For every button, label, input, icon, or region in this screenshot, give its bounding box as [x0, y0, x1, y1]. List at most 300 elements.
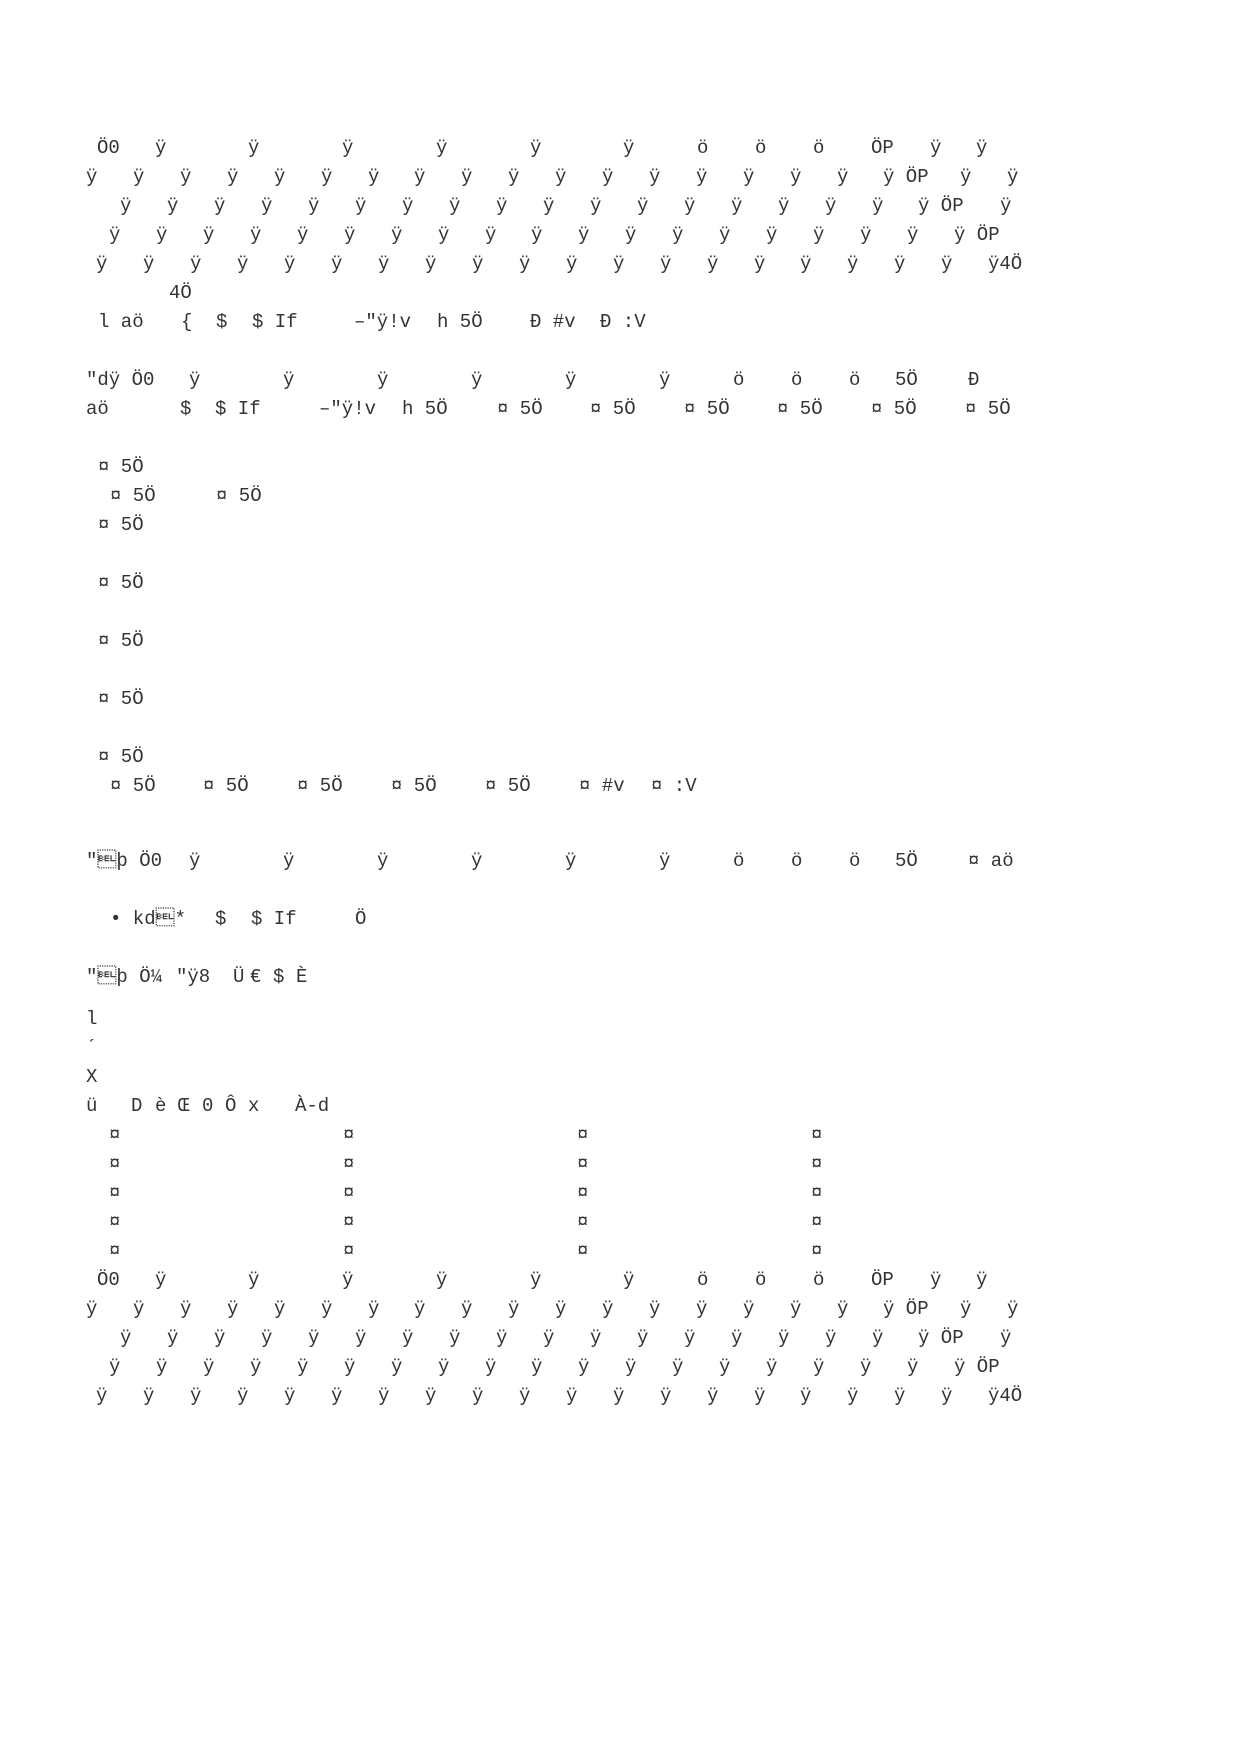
text-token: ÿ — [284, 253, 296, 275]
text-line — [0, 278, 1240, 308]
text-line — [0, 249, 1240, 279]
text-token: ö — [755, 1269, 767, 1291]
text-token: ÿ — [531, 1356, 543, 1378]
text-token: ÿ — [250, 1356, 262, 1378]
text-token: ¤ — [577, 1153, 589, 1175]
text-token: ÿ — [613, 253, 625, 275]
text-token: ¤ 5Ö — [216, 485, 262, 507]
text-token: ÿ — [155, 137, 167, 159]
text-token: ÿ — [250, 224, 262, 246]
text-token: ¤ — [343, 1211, 355, 1233]
text-token: $ — [215, 908, 227, 930]
text-token: ÿ — [637, 1327, 649, 1349]
text-token: ¤ 5Ö — [590, 398, 636, 420]
text-token: ÿ — [449, 195, 461, 217]
text-token: ÿ — [143, 253, 155, 275]
text-token: ÿ — [660, 1385, 672, 1407]
text-token: ÿ — [190, 1385, 202, 1407]
text-token: ÿ — [766, 1356, 778, 1378]
text-token: ÿ — [637, 195, 649, 217]
text-token: ö — [849, 850, 861, 872]
text-line — [0, 133, 1240, 163]
text-line — [0, 1004, 1240, 1034]
text-token: ÿ — [109, 1356, 121, 1378]
text-token: Œ — [178, 1095, 190, 1117]
text-token: ÿ — [578, 1356, 590, 1378]
text-token: ÿ — [649, 1298, 661, 1320]
text-token: Ö0 — [97, 1269, 120, 1291]
text-token: ö — [733, 850, 745, 872]
text-token: ¤ 5Ö — [497, 398, 543, 420]
text-token: ¤ 5Ö — [98, 630, 144, 652]
text-token: ÿ — [283, 369, 295, 391]
text-token: –"ÿ!v — [319, 398, 377, 420]
text-token: ¤ — [811, 1211, 823, 1233]
text-token: ÿ — [960, 166, 972, 188]
text-token: ÿ — [508, 166, 520, 188]
text-token: l — [86, 1008, 98, 1030]
text-token: ¤ 5Ö — [485, 775, 531, 797]
text-token: ¤ — [343, 1182, 355, 1204]
text-token: Ð #v — [530, 311, 576, 333]
text-token: ÿ ÖP — [954, 224, 1000, 246]
text-token: ÿ — [284, 1385, 296, 1407]
text-token: ÿ ÖP — [954, 1356, 1000, 1378]
text-token: ÿ — [237, 253, 249, 275]
text-token: ÿ — [331, 1385, 343, 1407]
text-token: ÿ — [743, 1298, 755, 1320]
text-token: ÿ — [1000, 1327, 1012, 1349]
text-token: ÿ — [377, 369, 389, 391]
text-token: ÿ — [331, 253, 343, 275]
text-token: ÿ — [743, 166, 755, 188]
text-token: • kd* — [110, 908, 187, 930]
text-token: ÿ — [555, 166, 567, 188]
text-token: ÿ — [485, 224, 497, 246]
text-token: ÿ — [96, 1385, 108, 1407]
text-line — [0, 510, 1240, 540]
text-token: ÿ — [825, 195, 837, 217]
text-token: ÿ — [660, 253, 672, 275]
text-token: 5Ö — [895, 850, 918, 872]
text-token: ¤ — [109, 1211, 121, 1233]
text-token: ÿ — [214, 195, 226, 217]
text-line — [0, 962, 1240, 992]
text-token: ÿ — [156, 1356, 168, 1378]
text-line — [0, 481, 1240, 511]
text-token: ÿ — [189, 369, 201, 391]
text-token: ÿ — [496, 1327, 508, 1349]
text-token: ÿ — [342, 1269, 354, 1291]
text-token: ÿ — [472, 253, 484, 275]
text-token: x — [248, 1095, 260, 1117]
text-token: ¤ — [577, 1240, 589, 1262]
text-token: ÿ — [368, 166, 380, 188]
text-line — [0, 1091, 1240, 1121]
text-token: ÿ — [566, 253, 578, 275]
text-token: ÿ — [155, 1269, 167, 1291]
text-token: ÿ — [283, 850, 295, 872]
text-token: ÿ — [414, 1298, 426, 1320]
text-token: ¤ — [811, 1182, 823, 1204]
text-token: € — [250, 966, 262, 988]
text-token: ÿ — [449, 1327, 461, 1349]
text-token: ÿ — [778, 1327, 790, 1349]
text-token: ÿ — [872, 1327, 884, 1349]
text-token: ¤ 5Ö — [684, 398, 730, 420]
text-token: ÿ — [485, 1356, 497, 1378]
text-line — [0, 1265, 1240, 1295]
text-token: ¤ — [811, 1240, 823, 1262]
text-token: ÿ — [203, 1356, 215, 1378]
text-token: "ÿ8 — [176, 966, 211, 988]
text-token: ¤ 5Ö — [110, 485, 156, 507]
text-token: ÿ — [436, 1269, 448, 1291]
text-token: ÿ — [684, 1327, 696, 1349]
text-token: ÿ — [731, 1327, 743, 1349]
text-token: ÿ ÖP — [918, 195, 964, 217]
text-token: ÿ — [391, 1356, 403, 1378]
text-token: ÿ — [696, 166, 708, 188]
text-token: ¤ 5Ö — [965, 398, 1011, 420]
text-token: ö — [813, 1269, 825, 1291]
text-token: ¤ 5Ö — [98, 746, 144, 768]
text-token: h 5Ö — [437, 311, 483, 333]
text-token: ö — [791, 850, 803, 872]
text-line — [0, 394, 1240, 424]
text-token: ÿ — [189, 850, 201, 872]
text-token: ÿ — [623, 137, 635, 159]
text-token: ÿ — [321, 1298, 333, 1320]
text-token: ¤ — [577, 1211, 589, 1233]
text-token: ¤ — [577, 1182, 589, 1204]
text-token: ö — [791, 369, 803, 391]
text-token: ö — [697, 137, 709, 159]
text-token: $ If — [252, 311, 298, 333]
text-token: ÿ — [261, 195, 273, 217]
text-token: ÿ — [471, 850, 483, 872]
text-token: ÿ — [297, 1356, 309, 1378]
text-token: ¤ 5Ö — [297, 775, 343, 797]
text-token: ÿ — [872, 195, 884, 217]
text-token: ÿ — [508, 1298, 520, 1320]
text-token: ÿ — [813, 224, 825, 246]
text-token: ÿ — [1000, 195, 1012, 217]
text-token: ÿ — [321, 166, 333, 188]
text-token: ÿ — [778, 195, 790, 217]
text-token: ÿ — [672, 224, 684, 246]
text-token: ÿ — [930, 137, 942, 159]
text-line — [0, 1323, 1240, 1353]
text-token: ÿ — [274, 1298, 286, 1320]
text-token: ü — [86, 1095, 98, 1117]
text-token: ÿ — [837, 166, 849, 188]
text-token: ÿ — [696, 1298, 708, 1320]
text-line — [0, 846, 1240, 876]
text-token: ¤ — [109, 1153, 121, 1175]
text-token: ÿ — [167, 1327, 179, 1349]
text-token: ÿ — [555, 1298, 567, 1320]
text-token: ÿ — [86, 166, 98, 188]
text-token: ÿ — [471, 369, 483, 391]
text-token: ÿ — [355, 195, 367, 217]
text-token: ö — [849, 369, 861, 391]
text-token: ÿ4Ö — [988, 253, 1023, 275]
text-token: $ If — [251, 908, 297, 930]
text-token: ÿ — [847, 1385, 859, 1407]
text-token: ÿ — [120, 1327, 132, 1349]
text-token: ÿ — [800, 1385, 812, 1407]
text-token: ÿ — [438, 224, 450, 246]
text-token: D — [131, 1095, 143, 1117]
text-line — [0, 1178, 1240, 1208]
text-token: ÿ — [274, 166, 286, 188]
text-line — [0, 684, 1240, 714]
text-token: ÿ — [308, 195, 320, 217]
text-token: ÿ — [602, 1298, 614, 1320]
text-token: $ If — [215, 398, 261, 420]
text-token: ÿ — [530, 137, 542, 159]
text-token: ÿ — [180, 166, 192, 188]
text-line — [0, 742, 1240, 772]
text-token: ÿ — [133, 1298, 145, 1320]
text-token: "þ Ö¼ — [86, 966, 163, 988]
text-token: ÿ — [659, 369, 671, 391]
text-token: ÿ — [907, 1356, 919, 1378]
text-token: ÿ — [543, 1327, 555, 1349]
text-token: ÿ — [96, 253, 108, 275]
text-token: ¤ 5Ö — [98, 456, 144, 478]
text-token: l aö — [98, 311, 144, 333]
text-token: ¤ — [343, 1153, 355, 1175]
text-token: $ — [180, 398, 192, 420]
text-token: ¤ — [343, 1124, 355, 1146]
text-token: ¤ — [811, 1153, 823, 1175]
text-token: ¤ — [109, 1124, 121, 1146]
text-line — [0, 1120, 1240, 1150]
text-token: ÿ — [1007, 1298, 1019, 1320]
text-token: ÿ — [860, 224, 872, 246]
text-token: ÿ — [623, 1269, 635, 1291]
text-token: ÿ — [190, 253, 202, 275]
text-token: ÿ — [672, 1356, 684, 1378]
text-token: ö — [733, 369, 745, 391]
text-token: ÿ — [790, 166, 802, 188]
text-token: ÿ ÖP — [883, 166, 929, 188]
text-line — [0, 904, 1240, 934]
text-token: ÿ — [425, 1385, 437, 1407]
text-token: 4Ö — [169, 282, 192, 304]
text-token: ¤ — [109, 1182, 121, 1204]
text-token: ÿ — [754, 1385, 766, 1407]
text-token: ÿ — [308, 1327, 320, 1349]
text-token: ÿ — [1007, 166, 1019, 188]
text-token: ÿ — [167, 195, 179, 217]
text-token: ÿ — [425, 253, 437, 275]
text-token: ÿ — [461, 1298, 473, 1320]
text-token: $ — [273, 966, 285, 988]
text-token: ÿ — [731, 195, 743, 217]
text-token: ¤ 5Ö — [777, 398, 823, 420]
text-token: Ô — [225, 1095, 237, 1117]
text-token: Ü — [233, 966, 245, 988]
text-token: ÿ — [566, 1385, 578, 1407]
text-line — [0, 1033, 1240, 1063]
text-token: ÿ — [813, 1356, 825, 1378]
text-token: ÿ — [930, 1269, 942, 1291]
text-line — [0, 1236, 1240, 1266]
text-token: ÿ — [625, 224, 637, 246]
text-token: ÿ4Ö — [988, 1385, 1023, 1407]
text-token: ÿ — [496, 195, 508, 217]
text-line — [0, 191, 1240, 221]
text-token: ÿ — [344, 1356, 356, 1378]
text-token: ¤ #v — [579, 775, 625, 797]
text-token: ÿ — [837, 1298, 849, 1320]
text-token: Ö — [355, 908, 367, 930]
text-token: ÿ — [342, 137, 354, 159]
text-line — [0, 1294, 1240, 1324]
text-token: ÿ — [203, 224, 215, 246]
text-token: ÿ — [378, 1385, 390, 1407]
text-token: ÿ — [649, 166, 661, 188]
text-token: ÿ — [461, 166, 473, 188]
text-token: ÿ — [143, 1385, 155, 1407]
text-token: ÿ — [565, 369, 577, 391]
text-token: ÿ — [976, 137, 988, 159]
text-token: ÿ — [941, 253, 953, 275]
text-token: 5Ö — [895, 369, 918, 391]
text-token: ÿ — [800, 253, 812, 275]
text-token: ÿ — [156, 224, 168, 246]
text-line — [0, 365, 1240, 395]
text-token: ÿ — [248, 137, 260, 159]
text-line — [0, 220, 1240, 250]
text-token: ö — [755, 137, 767, 159]
text-token: ÿ ÖP — [883, 1298, 929, 1320]
text-token: ÿ — [86, 1298, 98, 1320]
text-token: aö — [86, 398, 109, 420]
text-token: ¤ 5Ö — [871, 398, 917, 420]
text-token: ÿ — [120, 195, 132, 217]
text-token: ÿ — [355, 1327, 367, 1349]
text-token: h 5Ö — [402, 398, 448, 420]
text-line — [0, 771, 1240, 801]
text-token: ¤ 5Ö — [110, 775, 156, 797]
text-token: ¤ 5Ö — [98, 514, 144, 536]
text-token: ÿ — [414, 166, 426, 188]
text-token: ÿ — [530, 1269, 542, 1291]
text-token: ÿ — [766, 224, 778, 246]
text-token: ÿ — [860, 1356, 872, 1378]
text-token: ÿ — [684, 195, 696, 217]
text-token: ÿ — [109, 224, 121, 246]
text-token: ¤ — [109, 1240, 121, 1262]
text-token: Ö0 — [97, 137, 120, 159]
text-token: ¤ — [577, 1124, 589, 1146]
text-line — [0, 1062, 1240, 1092]
text-token: $ — [216, 311, 228, 333]
text-token: { — [181, 311, 193, 333]
text-token: ÿ — [391, 224, 403, 246]
text-line — [0, 626, 1240, 656]
text-line — [0, 1352, 1240, 1382]
text-token: X — [86, 1066, 98, 1088]
text-token: ÿ — [519, 253, 531, 275]
text-token: ÿ — [227, 1298, 239, 1320]
text-token: ÿ — [825, 1327, 837, 1349]
text-token: "þ Ö0 — [86, 850, 163, 872]
text-line — [0, 1149, 1240, 1179]
text-token: ÿ — [180, 1298, 192, 1320]
text-token: ÿ — [261, 1327, 273, 1349]
text-token: ÿ — [214, 1327, 226, 1349]
text-token: ÿ — [402, 1327, 414, 1349]
text-token: –"ÿ!v — [354, 311, 412, 333]
text-line — [0, 1381, 1240, 1411]
text-token: ÿ — [790, 1298, 802, 1320]
text-token: ÿ — [565, 850, 577, 872]
text-token: ¤ — [811, 1124, 823, 1146]
text-token: ÿ — [754, 253, 766, 275]
text-token: ÿ — [297, 224, 309, 246]
text-token: Ð — [968, 369, 980, 391]
text-token: À-d — [295, 1095, 330, 1117]
text-token: ÿ — [941, 1385, 953, 1407]
text-line — [0, 162, 1240, 192]
text-token: ÿ — [543, 195, 555, 217]
text-token: ÿ — [438, 1356, 450, 1378]
text-token: ¤ aö — [968, 850, 1014, 872]
text-token: ÿ — [847, 253, 859, 275]
text-token: ÿ — [707, 253, 719, 275]
text-token: ´ — [86, 1037, 98, 1059]
text-token: ÖP — [871, 137, 894, 159]
text-token: ÿ — [519, 1385, 531, 1407]
text-token: ÿ — [590, 1327, 602, 1349]
text-token: ÿ — [894, 1385, 906, 1407]
text-token: È — [296, 966, 308, 988]
text-token: ÿ — [613, 1385, 625, 1407]
text-token: ö — [697, 1269, 709, 1291]
text-token: ÿ — [719, 1356, 731, 1378]
text-token: ÿ — [707, 1385, 719, 1407]
text-token: ÿ — [894, 253, 906, 275]
text-token: è — [155, 1095, 167, 1117]
text-token: ÿ — [248, 1269, 260, 1291]
text-line — [0, 568, 1240, 598]
text-token: ÿ — [402, 195, 414, 217]
text-token: ÿ — [531, 224, 543, 246]
text-token: ÿ — [578, 224, 590, 246]
text-token: ÿ — [227, 166, 239, 188]
text-token: ÿ ÖP — [918, 1327, 964, 1349]
text-line — [0, 452, 1240, 482]
text-token: ÿ — [907, 224, 919, 246]
text-token: Ð :V — [600, 311, 646, 333]
text-token: ÿ — [378, 253, 390, 275]
text-token: ÿ — [237, 1385, 249, 1407]
text-token: ¤ — [343, 1240, 355, 1262]
text-token: ÖP — [871, 1269, 894, 1291]
text-token: "dÿ Ö0 — [86, 369, 155, 391]
text-token: ÿ — [133, 166, 145, 188]
text-token: ö — [813, 137, 825, 159]
text-token: ÿ — [976, 1269, 988, 1291]
text-token: ¤ :V — [651, 775, 697, 797]
text-token: ÿ — [590, 195, 602, 217]
text-token: ÿ — [436, 137, 448, 159]
